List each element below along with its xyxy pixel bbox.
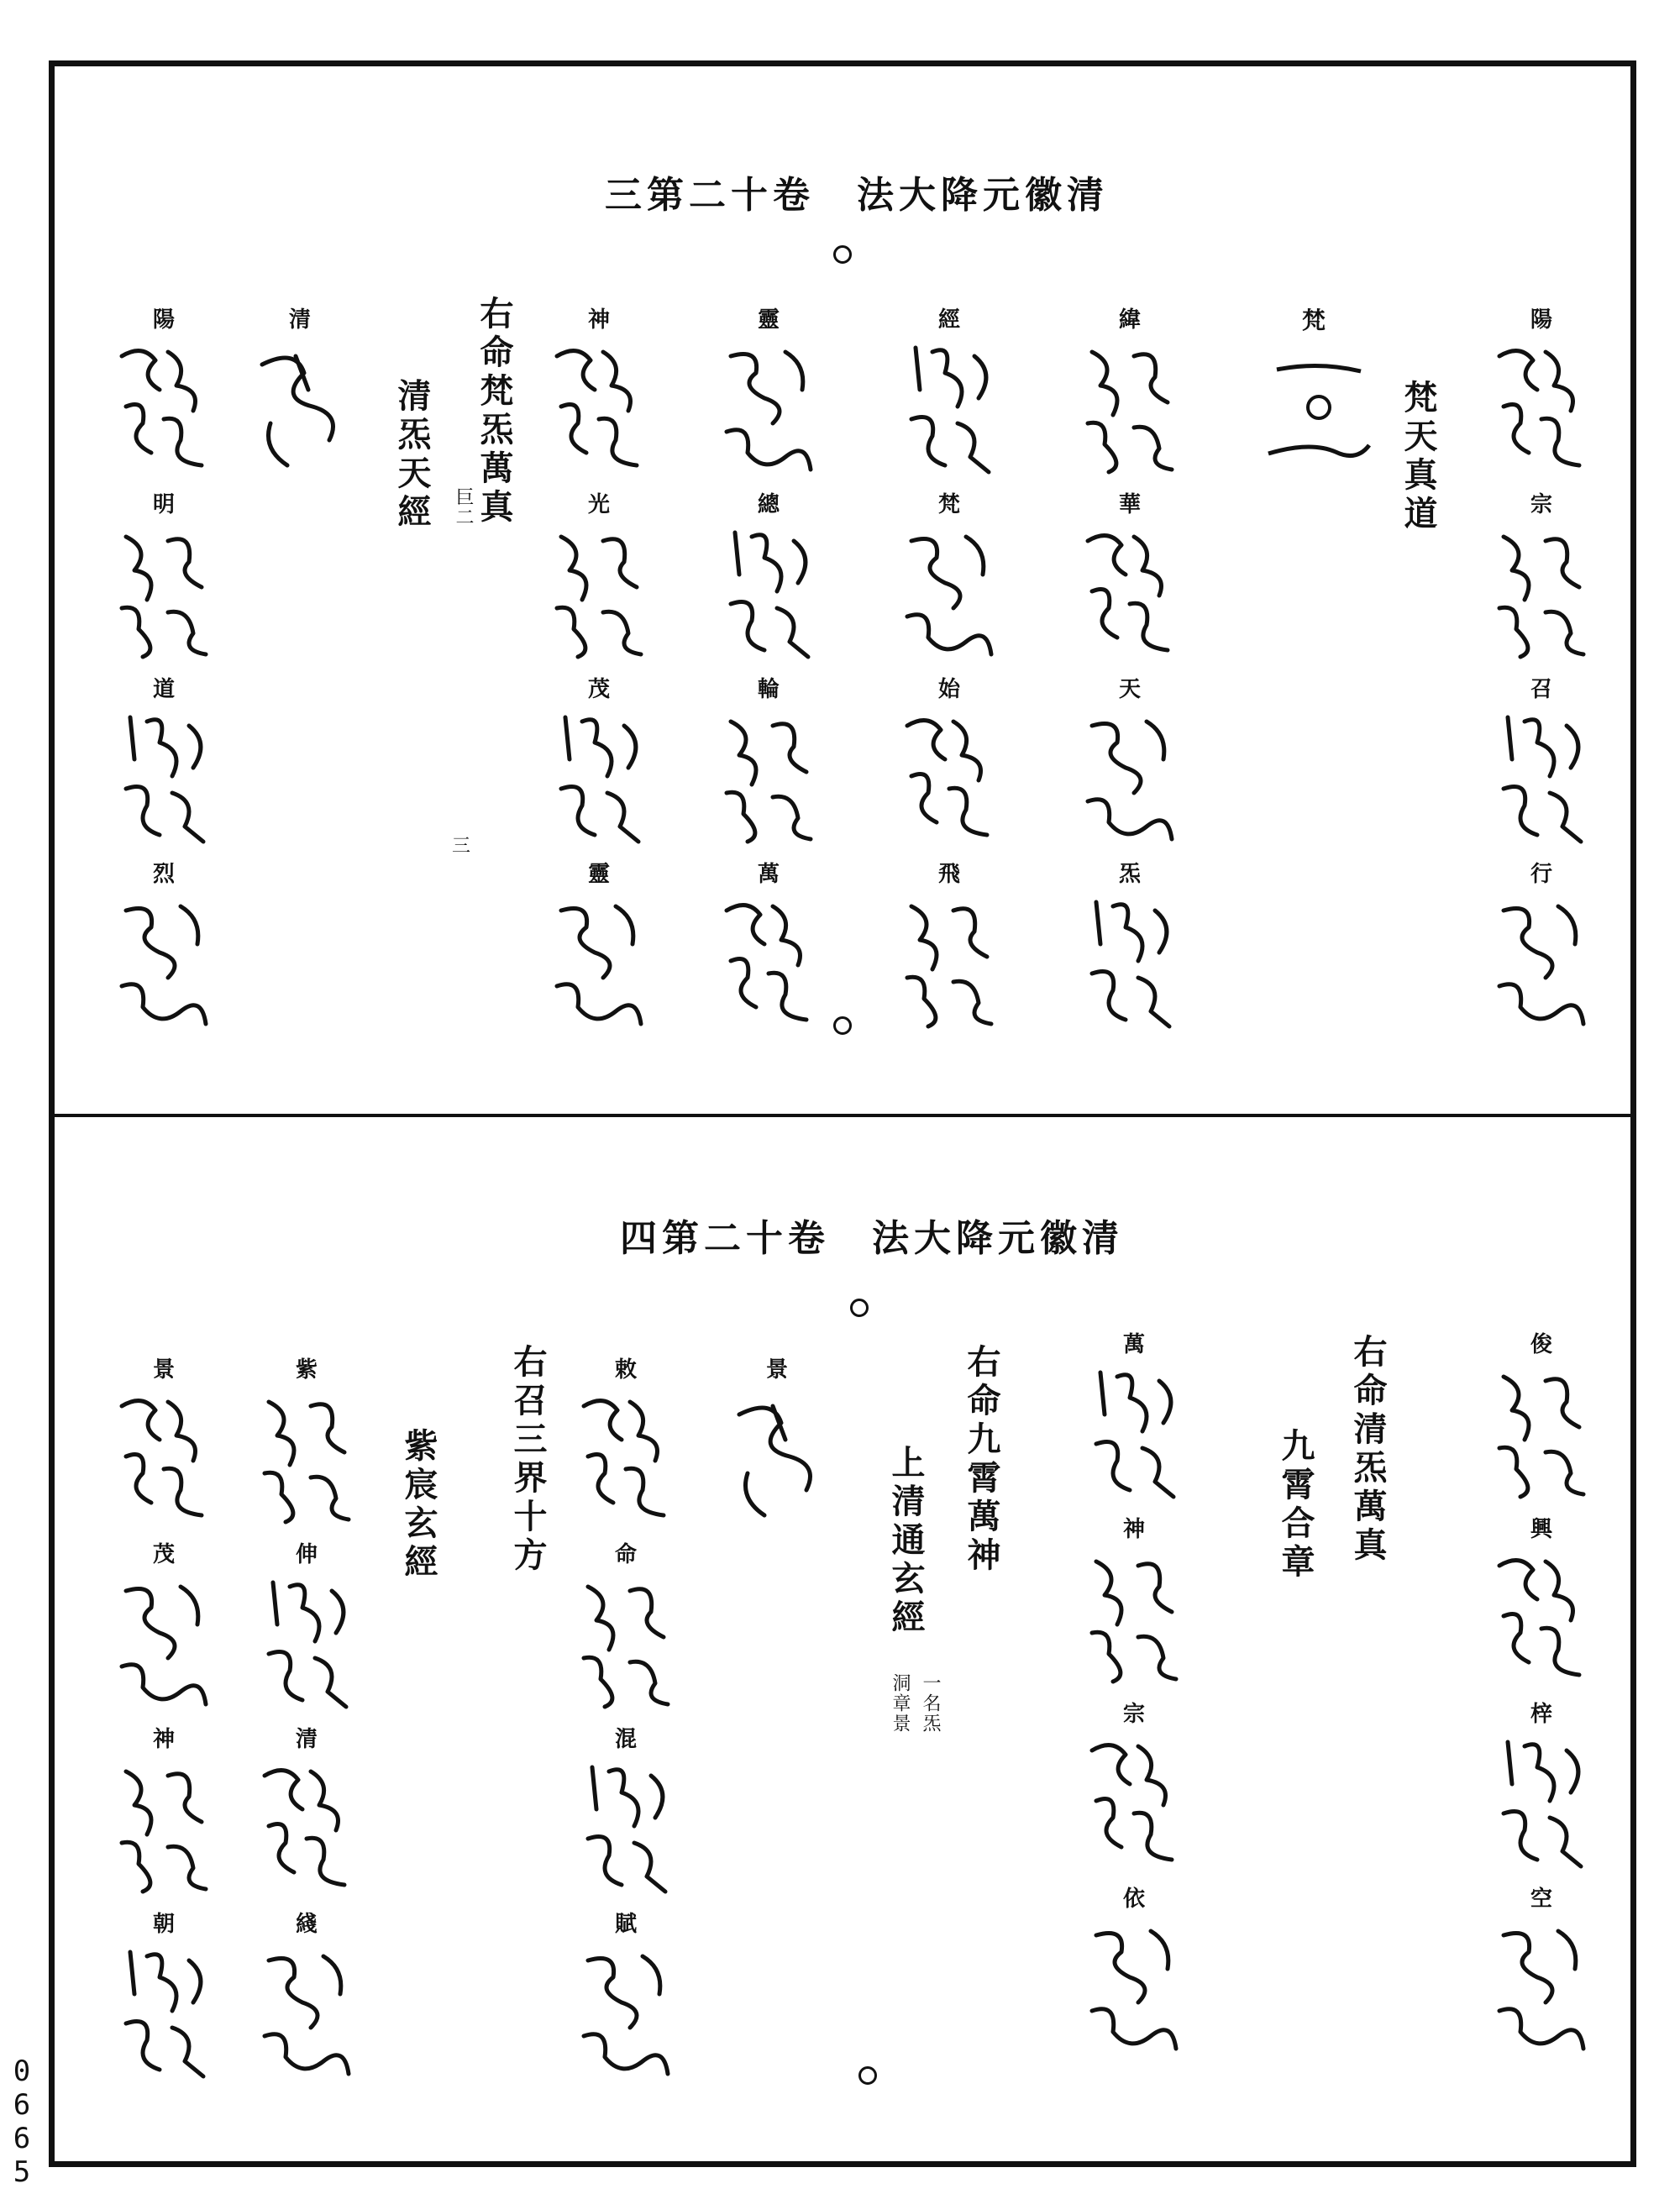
glyph-label: 萬 xyxy=(1122,1332,1145,1357)
top-seal-glyph xyxy=(1075,302,1184,479)
seal-script-icon xyxy=(1079,1918,1189,2058)
bottom-seal-glyph xyxy=(1079,1512,1189,1688)
bottom-scripture-column-6: 紫宸玄經 xyxy=(399,1428,438,1582)
glyph-label: 華 xyxy=(1118,492,1141,517)
glyph-label: 緯 xyxy=(1118,307,1141,333)
glyph-label: 烈 xyxy=(152,862,175,887)
seal-script-icon xyxy=(1487,1549,1596,1688)
bottom-command-column-5: 右召三界十方 xyxy=(508,1344,548,1576)
seal-script-icon xyxy=(544,894,654,1033)
seal-script-icon xyxy=(109,894,218,1033)
glyph-label: 天 xyxy=(1118,677,1141,702)
top-seal-glyph xyxy=(895,302,1004,479)
bottom-seal-glyph xyxy=(571,1352,680,1529)
seal-script-icon xyxy=(1487,709,1596,848)
glyph-label: 神 xyxy=(152,1727,175,1752)
seal-script-icon xyxy=(714,524,823,664)
glyph-label: 興 xyxy=(1530,1517,1552,1542)
top-seal-glyph xyxy=(1075,672,1184,848)
glyph-label: 綫 xyxy=(295,1912,318,1937)
bottom-seal-glyph xyxy=(1487,1881,1596,2058)
top-seal-glyph xyxy=(109,487,218,664)
glyph-label: 靈 xyxy=(757,307,780,333)
seal-script-icon xyxy=(714,709,823,848)
top-seal-glyph xyxy=(714,857,823,1033)
glyph-label: 景 xyxy=(765,1357,788,1383)
glyph-label: 伸 xyxy=(295,1542,318,1567)
seal-script-icon xyxy=(714,894,823,1033)
glyph-label: 神 xyxy=(1122,1517,1145,1542)
bottom-seal-glyph xyxy=(1487,1697,1596,1873)
glyph-label: 明 xyxy=(152,492,175,517)
top-command-note: 巨二 xyxy=(453,487,474,527)
bottom-seal-glyph xyxy=(1079,1881,1189,2058)
seal-script-icon xyxy=(1487,1364,1596,1504)
glyph-label: 敕 xyxy=(614,1357,637,1383)
seal-script-icon xyxy=(109,524,218,664)
glyph-label: 紫 xyxy=(295,1357,318,1383)
glyph-label: 行 xyxy=(1530,862,1552,887)
glyph-label: 經 xyxy=(937,307,960,333)
seal-script-icon xyxy=(1075,339,1184,479)
glyph-label: 清 xyxy=(288,307,311,333)
glyph-label: 神 xyxy=(587,307,610,333)
seal-script-icon xyxy=(714,339,823,479)
top-circle-mark xyxy=(833,245,852,264)
glyph-label: 朝 xyxy=(152,1912,175,1937)
top-seal-glyph xyxy=(1487,857,1596,1033)
glyph-label: 萬 xyxy=(757,862,780,887)
glyph-label: 靈 xyxy=(587,862,610,887)
top-seal-glyph xyxy=(245,302,354,479)
glyph-label: 空 xyxy=(1530,1887,1552,1912)
seal-script-icon xyxy=(1079,1364,1189,1504)
seal-script-icon xyxy=(1075,894,1184,1033)
glyph-label: 景 xyxy=(152,1357,175,1383)
bottom-seal-glyph xyxy=(109,1722,218,1898)
top-title-column: 梵天真道 xyxy=(1399,380,1438,534)
top-seal-glyph xyxy=(1487,672,1596,848)
seal-script-icon xyxy=(895,339,1004,479)
seal-script-icon xyxy=(1079,1734,1189,1873)
glyph-label: 輪 xyxy=(757,677,780,702)
top-seal-glyph xyxy=(1487,302,1596,479)
top-circle-mark-lower xyxy=(833,1016,852,1035)
top-seal-glyph xyxy=(544,302,654,479)
glyph-label: 茂 xyxy=(587,677,610,702)
bottom-note-b: 洞章景 xyxy=(890,1673,911,1734)
seal-script-icon xyxy=(895,524,1004,664)
bottom-seal-glyph xyxy=(252,1537,361,1714)
bottom-note-a: 一名炁 xyxy=(920,1673,941,1734)
seal-script-icon xyxy=(1487,894,1596,1033)
top-seal-glyph xyxy=(544,672,654,848)
seal-script-icon xyxy=(571,1759,680,1898)
glyph-label: 梓 xyxy=(1530,1702,1552,1727)
top-seal-glyph xyxy=(714,302,823,479)
seal-script-icon xyxy=(895,709,1004,848)
seal-script-icon xyxy=(722,1389,832,1529)
bottom-circle-mark-lower xyxy=(858,2066,877,2085)
top-seal-glyph xyxy=(895,857,1004,1033)
fan-label: 梵 xyxy=(1302,307,1326,334)
glyph-label: 茂 xyxy=(152,1542,175,1567)
glyph-label: 光 xyxy=(587,492,610,517)
bottom-seal-glyph xyxy=(722,1352,832,1529)
glyph-label: 清 xyxy=(295,1727,318,1752)
top-seal-glyph xyxy=(895,672,1004,848)
fan-true-dao-figure xyxy=(1260,302,1378,470)
bottom-scripture-column-4: 上清通玄經 xyxy=(886,1445,926,1638)
seal-script-icon xyxy=(109,1389,218,1529)
bottom-seal-glyph xyxy=(252,1722,361,1898)
bottom-seal-glyph xyxy=(1079,1697,1189,1873)
seal-script-icon xyxy=(109,1574,218,1714)
top-seal-glyph xyxy=(109,672,218,848)
glyph-label: 陽 xyxy=(152,307,175,333)
panel-divider xyxy=(49,1114,1636,1117)
bottom-circle-mark xyxy=(850,1299,869,1317)
bottom-seal-glyph xyxy=(571,1907,680,2083)
top-seal-glyph xyxy=(109,302,218,479)
seal-script-icon xyxy=(245,339,354,479)
bottom-seal-glyph xyxy=(252,1352,361,1529)
glyph-label: 依 xyxy=(1122,1887,1145,1912)
glyph-label: 命 xyxy=(614,1542,637,1567)
bottom-command-column-3: 右命九霄萬神 xyxy=(962,1344,1001,1576)
top-seal-glyph xyxy=(714,672,823,848)
seal-script-icon xyxy=(252,1574,361,1714)
seal-script-icon xyxy=(1487,339,1596,479)
top-header: 三第二十卷 法大降元徽清 xyxy=(605,174,1109,217)
seal-script-icon xyxy=(544,339,654,479)
seal-script-icon xyxy=(252,1759,361,1898)
bottom-seal-glyph xyxy=(109,1352,218,1529)
bottom-seal-glyph xyxy=(109,1907,218,2083)
seal-script-icon xyxy=(571,1389,680,1529)
seal-script-icon xyxy=(252,1389,361,1529)
bottom-seal-glyph xyxy=(109,1537,218,1714)
seal-script-icon xyxy=(571,1944,680,2083)
seal-script-icon xyxy=(252,1944,361,2083)
glyph-label: 宗 xyxy=(1122,1702,1145,1727)
glyph-label: 陽 xyxy=(1530,307,1552,333)
glyph-label: 炁 xyxy=(1118,862,1141,887)
bottom-seal-glyph xyxy=(571,1537,680,1714)
seal-script-icon xyxy=(571,1574,680,1714)
seal-script-icon xyxy=(109,1759,218,1898)
glyph-label: 梵 xyxy=(937,492,960,517)
seal-script-icon xyxy=(1487,524,1596,664)
seal-script-icon xyxy=(109,709,218,848)
top-seal-glyph xyxy=(1075,857,1184,1033)
top-seal-glyph xyxy=(544,487,654,664)
glyph-label: 道 xyxy=(152,677,175,702)
seal-script-icon xyxy=(895,894,1004,1033)
bottom-seal-glyph xyxy=(1487,1512,1596,1688)
glyph-label: 混 xyxy=(614,1727,637,1752)
bottom-column-2: 九霄合章 xyxy=(1276,1428,1315,1582)
seal-script-icon xyxy=(1075,524,1184,664)
seal-script-icon xyxy=(109,1944,218,2083)
top-scripture-column: 清炁天經 xyxy=(392,378,432,533)
top-seal-glyph xyxy=(544,857,654,1033)
glyph-label: 總 xyxy=(757,492,780,517)
seal-script-icon xyxy=(544,524,654,664)
glyph-label: 始 xyxy=(937,677,960,702)
top-seal-glyph xyxy=(714,487,823,664)
seal-script-icon xyxy=(1079,1549,1189,1688)
top-seal-glyph xyxy=(1075,487,1184,664)
bottom-seal-glyph xyxy=(1487,1327,1596,1504)
fan-figure-icon xyxy=(1260,336,1378,504)
top-seal-glyph xyxy=(1487,487,1596,664)
glyph-label: 俊 xyxy=(1530,1332,1552,1357)
bottom-seal-glyph xyxy=(252,1907,361,2083)
top-command-column: 右命梵炁萬真 xyxy=(475,296,514,527)
seal-script-icon xyxy=(1487,1734,1596,1873)
bottom-command-column-1: 右命清炁萬真 xyxy=(1348,1334,1388,1566)
seal-script-icon xyxy=(544,709,654,848)
seal-script-icon xyxy=(1075,709,1184,848)
seal-script-icon xyxy=(1487,1918,1596,2058)
bottom-seal-glyph xyxy=(571,1722,680,1898)
glyph-label: 召 xyxy=(1530,677,1552,702)
bottom-seal-glyph xyxy=(1079,1327,1189,1504)
seal-script-icon xyxy=(109,339,218,479)
bottom-header: 四第二十卷 法大降元徽清 xyxy=(620,1217,1124,1260)
top-margin-mark: 三 xyxy=(452,836,471,857)
glyph-label: 賦 xyxy=(614,1912,637,1937)
top-seal-glyph xyxy=(109,857,218,1033)
top-seal-glyph xyxy=(895,487,1004,664)
page-number: 0 6 6 5 xyxy=(13,2055,31,2189)
glyph-label: 飛 xyxy=(937,862,960,887)
glyph-label: 宗 xyxy=(1530,492,1552,517)
